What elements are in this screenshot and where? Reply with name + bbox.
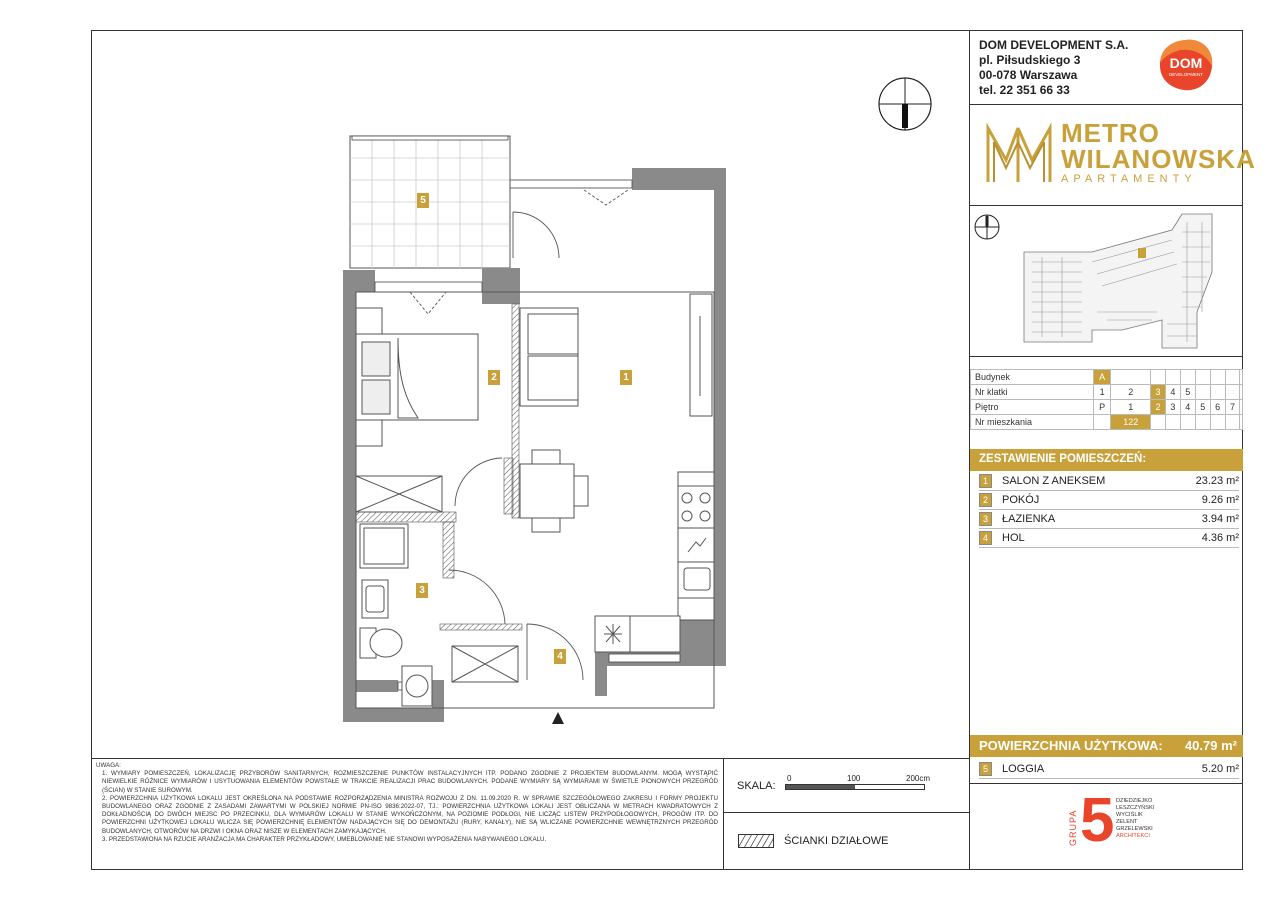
total-area-bar xyxy=(970,735,1243,757)
location-row xyxy=(971,370,1243,385)
location-cell xyxy=(1111,370,1151,385)
room-area: 9.26 m² xyxy=(1201,494,1239,506)
location-row xyxy=(971,400,1243,415)
location-row xyxy=(971,415,1243,430)
location-cell xyxy=(1240,400,1243,415)
location-cell: 3 xyxy=(1165,400,1180,415)
room-num: 2 xyxy=(979,493,992,507)
project-name-line2: WILANOWSKA xyxy=(1061,144,1256,174)
divider-scale-legend xyxy=(723,812,969,813)
divider-bottom xyxy=(91,758,970,759)
location-cell xyxy=(1225,415,1240,430)
room-name: HOL xyxy=(1002,532,1025,544)
location-cell: 5 xyxy=(1195,400,1210,415)
architect-line: DZIEDZIEJKO xyxy=(1116,798,1153,804)
location-cell xyxy=(1210,385,1225,400)
location-cell: 1 xyxy=(1094,385,1111,400)
room-num: 1 xyxy=(979,474,992,488)
company-info xyxy=(979,38,1128,98)
location-row-label: Piętro xyxy=(971,400,1094,415)
architect-names xyxy=(1116,798,1154,840)
grupa5-logo xyxy=(1068,786,1158,862)
project-logo-mark xyxy=(984,120,1054,186)
rooms-header xyxy=(970,449,1243,471)
company-city: 00-078 Warszawa xyxy=(979,68,1078,82)
note-item: 3. PRZEDSTAWIONA NA RZUCIE ARANŻACJA MA CHARAKTER PRZYKŁADOWY, UMEBLOWANIE NIE STANOWI WYPOSAŻENIA NABYWANEGO LOKALU. xyxy=(102,835,547,843)
wardrobe xyxy=(356,476,442,512)
location-cell: 2 xyxy=(1111,385,1151,400)
location-table xyxy=(970,369,1243,430)
room-area: 23.23 m² xyxy=(1195,475,1239,487)
architect-line: ARCHITEKCI xyxy=(1116,833,1150,839)
room-area: 3.94 m² xyxy=(1201,513,1239,525)
location-cell: 4 xyxy=(1180,400,1195,415)
grupa-five: 5 xyxy=(1080,786,1115,855)
divider-company xyxy=(969,104,1243,105)
note-item: 2. POWIERZCHNIA UŻYTKOWA LOKALU JEST OKREŚLONA NA PODSTAWIE ROZPORZĄDZENIA MINISTRA ROZWOJU Z DN. 11.09.2020 R. W SPRAWIE SZCZEGÓŁOWEGO ZAKRESU I FORMY PROJEKTU BUDOWLANEGO ORAZ ZGODNIE Z ZASADAMI ZAWARTYMI W POLSKIEJ NORMIE PN-ISO 9836:2022-07, TJ.: POWIERZCHNIA UŻYTKOWA LOKALI JEST OBLICZANA W METRACH KWADRATOWYCH Z DOKŁADNOŚCIĄ DO DWÓCH MIEJSC PO PRZECINKU, DLA WYMIARÓW LOKALU W STANIE WYKOŃCZONYM, NA POZIOMIE PODŁOGI, NIE LICZĄC LISTEW PRZYPODŁOGOWYCH, PROGÓW ITP. DO POWIERZCHNI UŻYTKOWEJ LOKALU WLICZA SIĘ POWIERZCHNIĘ ELEMENTÓW NADAJĄCYCH SIĘ DO DEMONTAŻU (RURY, KANAŁY), NIE SĄ WLICZANE POWIERZCHNIE WEWNĘTRZNYCH PRZEGRÓD BUDOWLANYCH, OTWORÓW NA DRZWI I OKNA ORAZ NISZE W ELEMENTACH ZAMYKAJĄCYCH. xyxy=(102,794,718,835)
loggia-name: LOGGIA xyxy=(1002,763,1045,775)
location-row-label: Nr mieszkania xyxy=(971,415,1094,430)
entrance-marker xyxy=(552,712,564,724)
room-row xyxy=(979,491,1239,510)
location-cell xyxy=(1210,415,1225,430)
room-area: 4.36 m² xyxy=(1201,532,1239,544)
location-cell xyxy=(1180,415,1195,430)
plan-label-room-4: 4 xyxy=(554,649,566,664)
keyplan-compass-icon xyxy=(973,213,1001,241)
location-row-label: Budynek xyxy=(971,370,1094,385)
plan-label-room-1: 1 xyxy=(620,370,632,385)
room-num: 4 xyxy=(979,531,992,545)
bed xyxy=(356,308,478,446)
plan-label-room-2: 2 xyxy=(488,370,500,385)
keyplan-apartment-marker xyxy=(1138,248,1146,258)
dom-logo-subtext: DEVELOPMENT xyxy=(1168,72,1204,77)
location-cell xyxy=(1240,415,1243,430)
location-cell xyxy=(1094,415,1111,430)
hatch-swatch-icon xyxy=(738,834,774,848)
location-cell: 1 xyxy=(1111,400,1151,415)
location-cell xyxy=(1195,385,1210,400)
location-cell: 122 xyxy=(1111,415,1151,430)
location-cell xyxy=(1195,415,1210,430)
location-cell: P xyxy=(1094,400,1111,415)
location-cell xyxy=(1165,415,1180,430)
company-phone: tel. 22 351 66 33 xyxy=(979,83,1070,97)
location-cell xyxy=(1195,370,1210,385)
room-name: ŁAZIENKA xyxy=(1002,513,1056,525)
note-item: 1. WYMIARY POMIESZCZEŃ, LOKALIZACJĘ PRZYBORÓW SANITARNYCH, ROZMIESZCZENIE PUNKTÓW INSTALACYJNYCH ITP. PODANO ZGODNIE Z PROJEKTEM BUDOWLANYM. MOGĄ WYSTĄPIĆ NIEWIELKIE RÓŻNICE WYMIARÓW I USYTUOWANIA ELEMENTÓW POWSTAŁE W TRAKCIE REALIZACJI PRAC BUDOWLANYCH. PODANE WYMIARY SĄ WYMIARAMI W ŚWIETLE PIONOWYCH PRZEGRÓD (ŚCIAN) W STANIE SUROWYM. xyxy=(102,770,718,794)
location-cell xyxy=(1240,385,1243,400)
location-cell xyxy=(1151,370,1166,385)
loggia-area-drawing xyxy=(350,136,510,268)
tv xyxy=(690,294,712,416)
scale-tick-100: 100 xyxy=(847,774,861,783)
scale-bar-fill xyxy=(786,785,855,789)
grupa-text: GRUPA xyxy=(1068,809,1078,846)
location-cell: 4 xyxy=(1165,385,1180,400)
room-row xyxy=(979,510,1239,529)
location-cell: A xyxy=(1094,370,1111,385)
plan-label-room-5: 5 xyxy=(417,193,429,208)
location-cell: 3 xyxy=(1151,385,1166,400)
loggia-area: 5.20 m² xyxy=(1201,763,1239,775)
scale-tick-200: 200cm xyxy=(906,774,931,783)
architect-line: LESZCZYŃSKI xyxy=(1116,805,1155,811)
architect-line: ZELENT xyxy=(1116,819,1138,825)
project-name-line3: APARTAMENTY xyxy=(1061,173,1197,185)
loggia-num: 5 xyxy=(979,762,992,776)
room-row xyxy=(979,529,1239,548)
divider-architect xyxy=(969,783,1243,784)
scale-tick-0: 0 xyxy=(787,774,792,783)
rooms-header-text: ZESTAWIENIE POMIESZCZEŃ: xyxy=(979,453,1147,465)
floor-plan xyxy=(330,125,740,735)
notes xyxy=(96,762,718,844)
architect-line: WYCIŚLIK xyxy=(1116,812,1143,818)
project-name xyxy=(1061,120,1256,186)
dining-table xyxy=(520,450,588,532)
location-cell xyxy=(1165,370,1180,385)
location-cell xyxy=(1151,415,1166,430)
room-name: POKÓJ xyxy=(1002,494,1040,506)
divider-project xyxy=(969,205,1243,206)
location-row-label: Nr klatki xyxy=(971,385,1094,400)
sofa xyxy=(520,308,578,406)
location-cell xyxy=(1225,370,1240,385)
legend-partition-walls: ŚCIANKI DZIAŁOWE xyxy=(784,835,889,847)
dom-logo-text: DOM xyxy=(1169,55,1203,71)
scale-bar xyxy=(785,784,925,790)
architect-line: GRZELEWSKI xyxy=(1116,826,1153,832)
divider-notes xyxy=(723,758,724,870)
divider-keyplan xyxy=(969,356,1243,357)
loggia-row xyxy=(979,760,1239,779)
room-name: SALON Z ANEKSEM xyxy=(1002,475,1106,487)
room-row xyxy=(979,472,1239,491)
location-cell xyxy=(1210,370,1225,385)
location-cell xyxy=(1240,370,1243,385)
project-name-line1: METRO xyxy=(1061,118,1160,148)
location-cell: 6 xyxy=(1210,400,1225,415)
plan-label-room-3: 3 xyxy=(416,583,428,598)
location-cell: 5 xyxy=(1180,385,1195,400)
location-row xyxy=(971,385,1243,400)
bathroom-fixtures xyxy=(360,524,518,706)
scale-label: SKALA: xyxy=(737,780,776,792)
compass-icon xyxy=(877,76,933,132)
company-street: pl. Piłsudskiego 3 xyxy=(979,53,1081,67)
location-cell xyxy=(1225,385,1240,400)
notes-title: UWAGA: xyxy=(96,762,121,769)
location-cell: 2 xyxy=(1151,400,1166,415)
keyplan-building-map xyxy=(1022,212,1227,350)
location-cell: 7 xyxy=(1225,400,1240,415)
dom-development-logo xyxy=(1157,38,1215,92)
total-area-label: POWIERZCHNIA UŻYTKOWA: xyxy=(979,738,1163,753)
total-area-value: 40.79 m² xyxy=(1184,738,1237,753)
company-name: DOM DEVELOPMENT S.A. xyxy=(979,38,1129,52)
location-cell xyxy=(1180,370,1195,385)
room-num: 3 xyxy=(979,512,992,526)
